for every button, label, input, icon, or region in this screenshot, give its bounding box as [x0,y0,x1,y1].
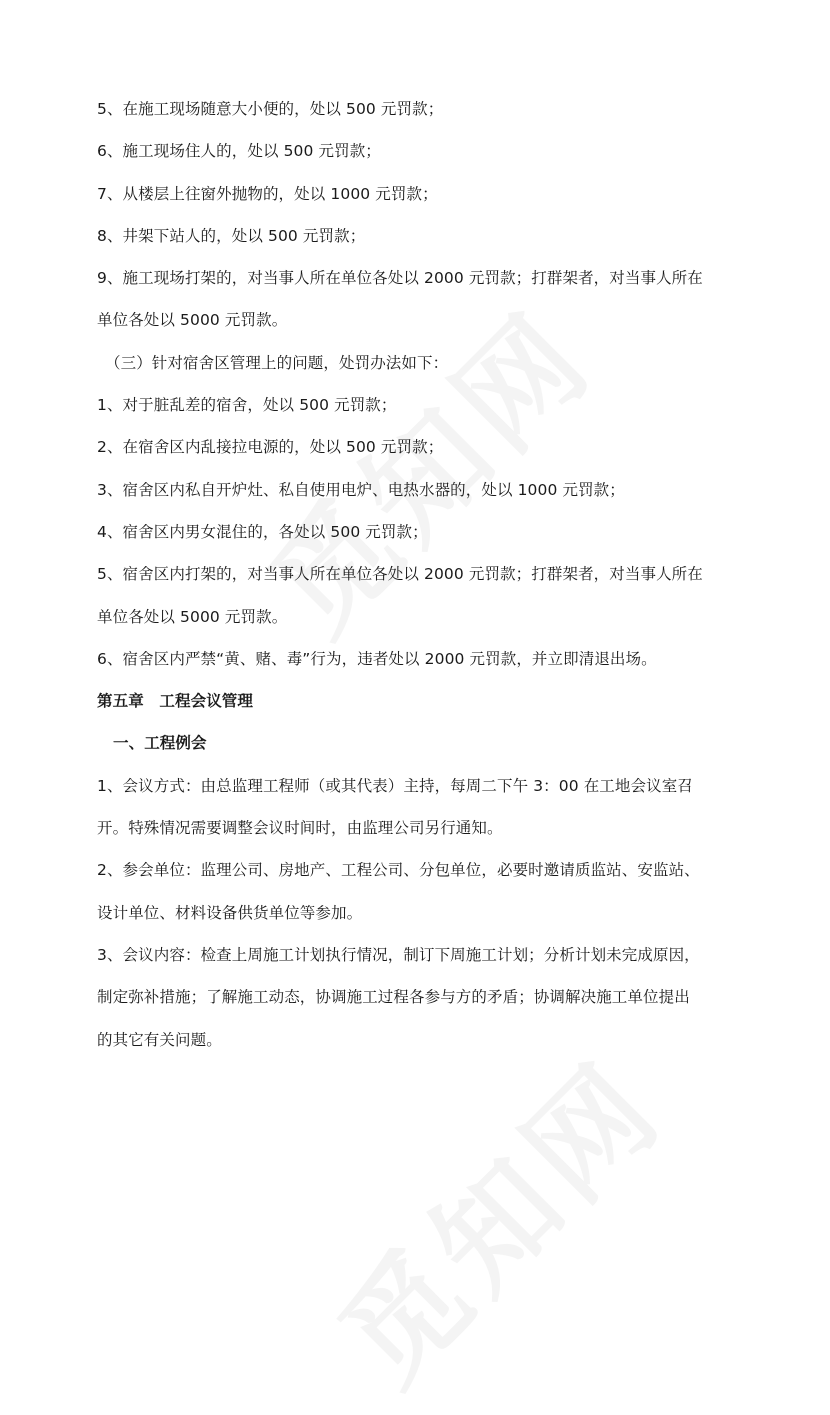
paragraph-line: 设计单位、材料设备供货单位等参加。 [97,903,363,922]
paragraph-line: 7、从楼层上往窗外抛物的，处以 1000 元罚款； [97,184,438,203]
watermark-bottom [296,1017,693,1414]
paragraph-line: 5、宿舍区内打架的，对当事人所在单位各处以 2000 元罚款；打群架者，对当事人所在 [97,565,703,584]
paragraph-line: 8、井架下站人的，处以 500 元罚款； [97,226,366,245]
paragraph-line: 5、在施工现场随意大小便的，处以 500 元罚款； [97,100,444,118]
paragraph-line: 3、会议内容：检查上周施工计划执行情况，制订下周施工计划；分析计划未完成原因， [97,945,700,964]
paragraph-line: 9、施工现场打架的，对当事人所在单位各处以 2000 元罚款；打群架者，对当事人所在 [97,269,703,288]
paragraph-line: 1、会议方式：由总监理工程师（或其代表）主持，每周二下午 3：00 在工地会议室召 [97,776,693,795]
paragraph-line: 2、在宿舍区内乱接拉电源的，处以 500 元罚款； [97,438,444,457]
paragraph-line: 4、宿舍区内男女混住的，各处以 500 元罚款； [97,522,428,541]
document-body [97,97,737,1070]
chapter-heading: 第五章 工程会议管理 [97,692,254,711]
paragraph-line: 制定弥补措施；了解施工动态，协调施工过程各参与方的矛盾；协调解决施工单位提出 [97,988,690,1007]
paragraph-line: 开。特殊情况需要调整会议时间时，由监理公司另行通知。 [97,819,503,838]
section-heading: 一、工程例会 [113,734,207,753]
subsection-heading: （三）针对宿舍区管理上的问题，处罚办法如下： [105,353,449,372]
paragraph-line: 的其它有关问题。 [97,1030,222,1049]
paragraph-line: 6、宿舍区内严禁“黄、赌、毒”行为，违者处以 2000 元罚款，并立即清退出场。 [97,649,657,668]
paragraph-line: 单位各处以 5000 元罚款。 [97,311,288,330]
paragraph-line: 单位各处以 5000 元罚款。 [97,607,288,626]
paragraph-line: 3、宿舍区内私自开炉灶、私自使用电炉、电热水器的，处以 1000 元罚款； [97,480,625,499]
paragraph-line: 6、施工现场住人的，处以 500 元罚款； [97,142,381,161]
paragraph-line: 2、参会单位：监理公司、房地产、工程公司、分包单位，必要时邀请质监站、安监站、 [97,861,700,880]
paragraph-line: 1、对于脏乱差的宿舍，处以 500 元罚款； [97,396,397,415]
